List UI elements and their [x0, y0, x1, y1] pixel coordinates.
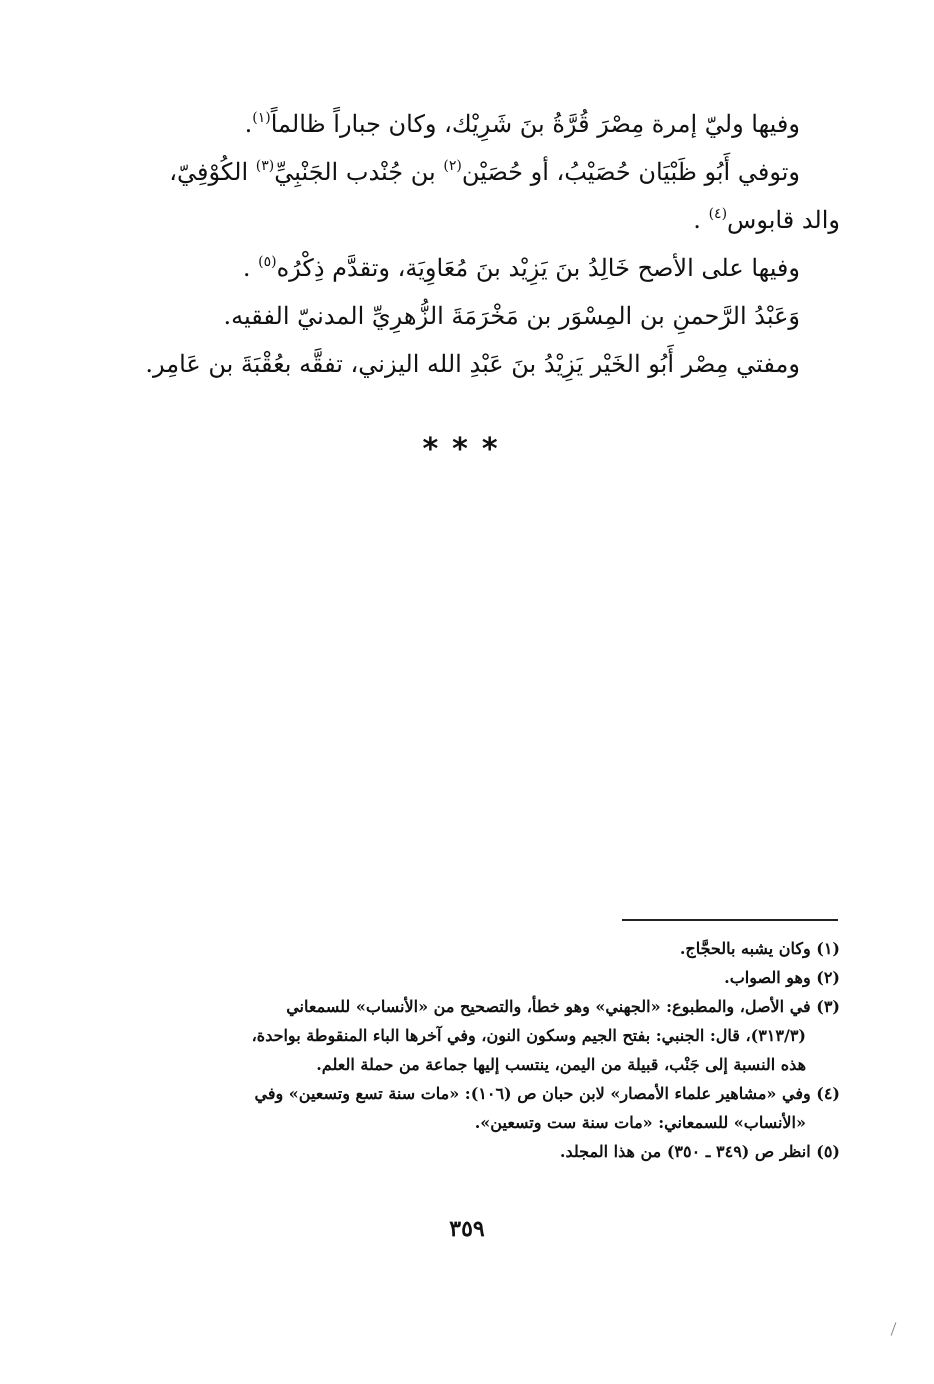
text-span: والد قابوس — [727, 206, 840, 234]
text-span: وتوفي أَبُو ظَبْيَان حُصَيْبُ، أو حُصَيْن — [461, 158, 800, 186]
footnote-line: هذه النسبة إلى جَنْب، قبيلة من اليمن، ينتسب إليها جماعة من حملة العلم. — [316, 1055, 806, 1074]
text-line — [140, 244, 840, 292]
text-span: وفيها وليّ إمرة مِصْرَ قُرَّةُ بنَ شَرِيْك، وكان جباراً ظالماً — [270, 110, 800, 138]
footnote-line: (١) وكان يشبه بالحجَّاج. — [679, 939, 840, 958]
footnote-ref: (٥) — [258, 254, 277, 270]
footnote-ref: (٤) — [708, 206, 728, 222]
footnote-line: (٢) وهو الصواب. — [724, 968, 840, 987]
text-span: وفيها على الأصح خَالِدُ بنَ يَزِيْد بنَ مُعَاوِيَة، وتقدَّم ذِكْرُه — [276, 254, 800, 282]
text-line — [140, 100, 840, 148]
footnote-ref: (٢) — [443, 158, 462, 174]
footnote-line: (٣) في الأصل، والمطبوع: «الجهني» وهو خطأ، والتصحيح من «الأنساب» للسمعاني — [286, 997, 840, 1016]
text-span: . — [693, 206, 701, 234]
text-span: . — [242, 254, 251, 282]
scan-mark — [891, 1322, 897, 1335]
footnote-line: «الأنساب» للسمعاني: «مات سنة ست وتسعين». — [474, 1113, 806, 1132]
footnote-line: (٣١٣/٣)، قال: الجنبي: بفتح الجيم وسكون النون، وفي آخرها الباء المنقوطة بواحدة، — [251, 1026, 806, 1045]
text-span: الكُوْفِيّ، — [169, 158, 249, 186]
footnote-ref: (١) — [252, 110, 271, 126]
text-span: بن جُنْدب الجَنْبِيِّ — [274, 158, 436, 186]
footnote-line: (٤) وفي «مشاهير علماء الأمصار» لابن حبان ص (١٠٦): «مات سنة تسع وتسعين» وفي — [254, 1084, 840, 1103]
text-span: وَعَبْدُ الرَّحمنِ بن المِسْوَر بن مَخْرَمَةَ الزُّهرِيِّ المدنيّ الفقيه. — [223, 302, 800, 330]
main-text — [140, 100, 840, 388]
section-separator: *** — [422, 432, 512, 467]
page-number: ٣٥٩ — [449, 1216, 485, 1242]
text-line — [140, 340, 840, 388]
footnotes — [120, 934, 840, 1166]
text-line — [140, 292, 840, 340]
text-span: . — [244, 110, 253, 138]
text-line — [140, 148, 840, 196]
text-span: ومفتي مِصْر أَبُو الخَيْر يَزِيْدُ بنَ عَبْدِ الله اليزني، تفقَّه بعُقْبَةَ بن عَامِر. — [145, 350, 800, 378]
text-line — [140, 196, 840, 244]
footnote-divider — [622, 919, 838, 921]
footnote-line: (٥) انظر ص (٣٤٩ ـ ٣٥٠) من هذا المجلد. — [559, 1142, 840, 1161]
footnote-ref: (٣) — [255, 158, 275, 174]
